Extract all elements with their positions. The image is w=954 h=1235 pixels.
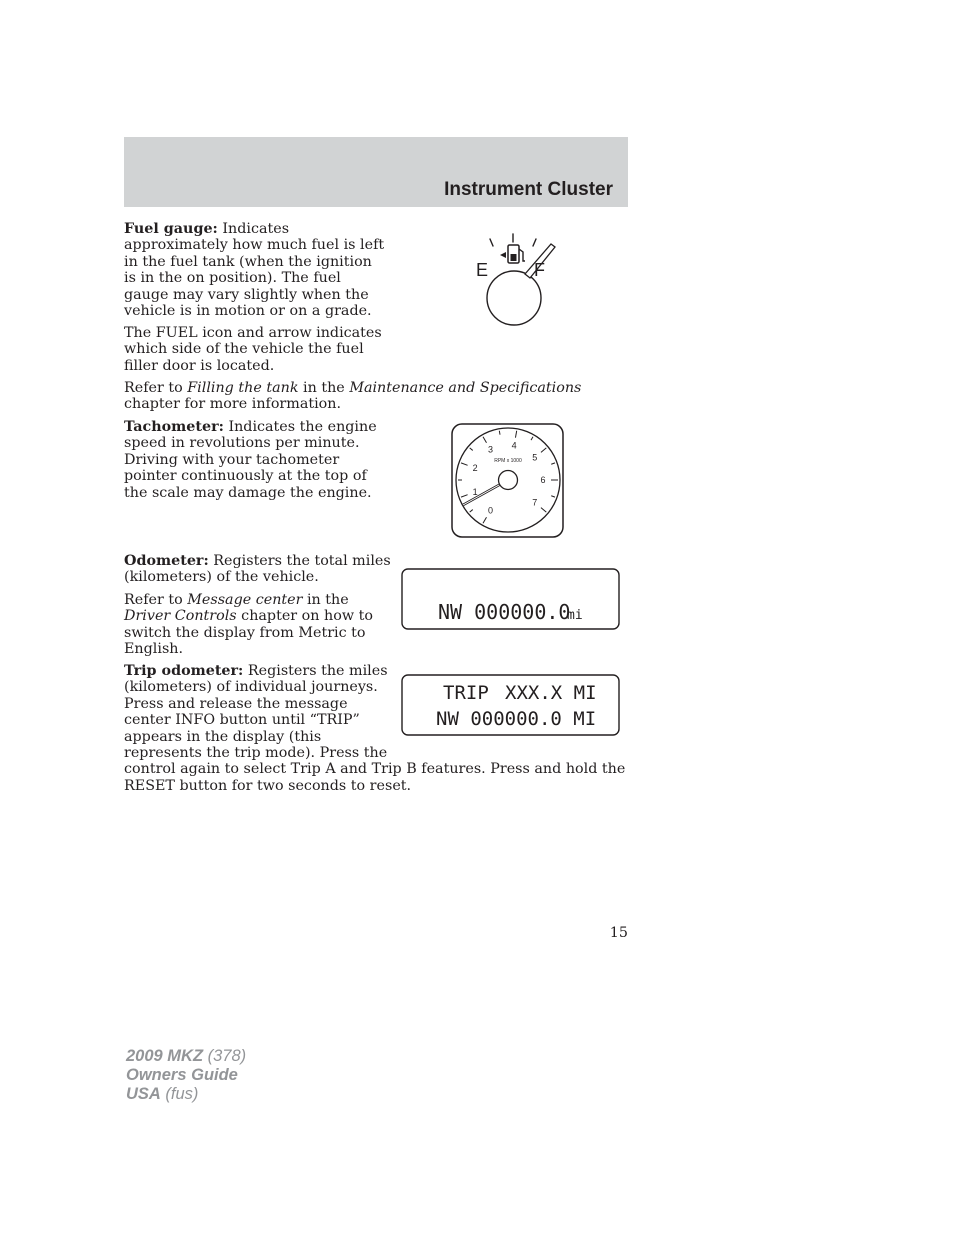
document-footer: 2009 MKZ (378) Owners Guide USA (fus) [126, 1047, 247, 1103]
odometer-reading: NW 000000.0 [438, 600, 571, 624]
maintenance-chapter-reference: Maintenance and Specifications [349, 380, 582, 396]
fuel-pump-icon [500, 245, 525, 263]
fuel-gauge-paragraph: Fuel gauge: Indicates approximately how much fuel is left in the fuel tank (when the ignition is in the on position). The fuel gauge may vary slightly when the vehicle is in motion or on a grade. [124, 221, 385, 320]
full-label: F [534, 260, 545, 280]
message-center-reference: Message center [187, 592, 303, 608]
footer-model: 2009 MKZ [126, 1047, 204, 1065]
tach-number: 4 [511, 440, 517, 451]
tach-number: 0 [487, 505, 494, 516]
odometer-paragraph: Odometer: Registers the total miles (kilometers) of the vehicle. [124, 553, 391, 586]
filling-the-tank-reference: Filling the tank [187, 380, 299, 396]
section-title: Instrument Cluster [444, 179, 613, 200]
gauge-hub [487, 271, 541, 325]
trip-odometer-paragraph: Trip odometer: Registers the miles (kilometers) of individual journeys. Press and release the message center INFO button until “TRIP” appears in the display (this represents the trip mode). Press the control again to select Trip A and Trip B features. Press and hold the RESET button for two seconds to reset. [124, 663, 626, 794]
tachometer-illustration [451, 423, 565, 539]
tachometer-paragraph: Tachometer: Indicates the engine speed in revolutions per minute. Driving with your tachometer pointer continuously at the top of the scale may damage the engine. [124, 419, 377, 501]
trip-odometer-term: Trip odometer: [124, 663, 244, 679]
fuel-refer-paragraph: Refer to Filling the tank in the Maintenance and Specifications chapter for more information. [124, 380, 582, 413]
odometer-refer-paragraph: Refer to Message center in the Driver Controls chapter on how to switch the display from Metric to English. [124, 592, 373, 658]
fuel-icon-paragraph: The FUEL icon and arrow indicates which side of the vehicle the fuel filler door is located. [124, 325, 382, 374]
trip-display-illustration [401, 674, 621, 737]
tach-number: 3 [487, 444, 494, 455]
empty-label: E [476, 260, 489, 280]
tachometer-term: Tachometer: [124, 419, 224, 435]
tach-hub [499, 471, 518, 490]
fuel-gauge-term: Fuel gauge: [124, 221, 218, 237]
section-header [124, 137, 628, 207]
tach-number: 2 [472, 463, 478, 474]
odometer-display-illustration [401, 568, 621, 631]
gauge-tick [533, 239, 536, 246]
tach-number: 7 [532, 497, 538, 508]
tach-number: 6 [540, 475, 546, 485]
driver-controls-reference: Driver Controls [124, 608, 237, 625]
gauge-tick [490, 239, 493, 246]
trip-display-odometer: NW 000000.0 MI [436, 708, 597, 730]
tach-tick [499, 431, 500, 435]
footer-region: USA [126, 1085, 161, 1103]
page-number: 15 [609, 925, 628, 941]
odometer-term: Odometer: [124, 553, 209, 569]
fuel-gauge-illustration [470, 228, 560, 328]
tach-scale-label: RPM x 1000 [494, 458, 522, 464]
tach-number: 5 [532, 452, 538, 463]
odometer-unit: mi [567, 608, 583, 623]
trip-display-value: XXX.X MI [505, 682, 597, 704]
trip-display-label: TRIP [443, 682, 489, 704]
fuel-door-arrow-icon [500, 252, 506, 258]
tach-number: 1 [472, 486, 478, 497]
footer-guide: Owners Guide [126, 1066, 238, 1084]
